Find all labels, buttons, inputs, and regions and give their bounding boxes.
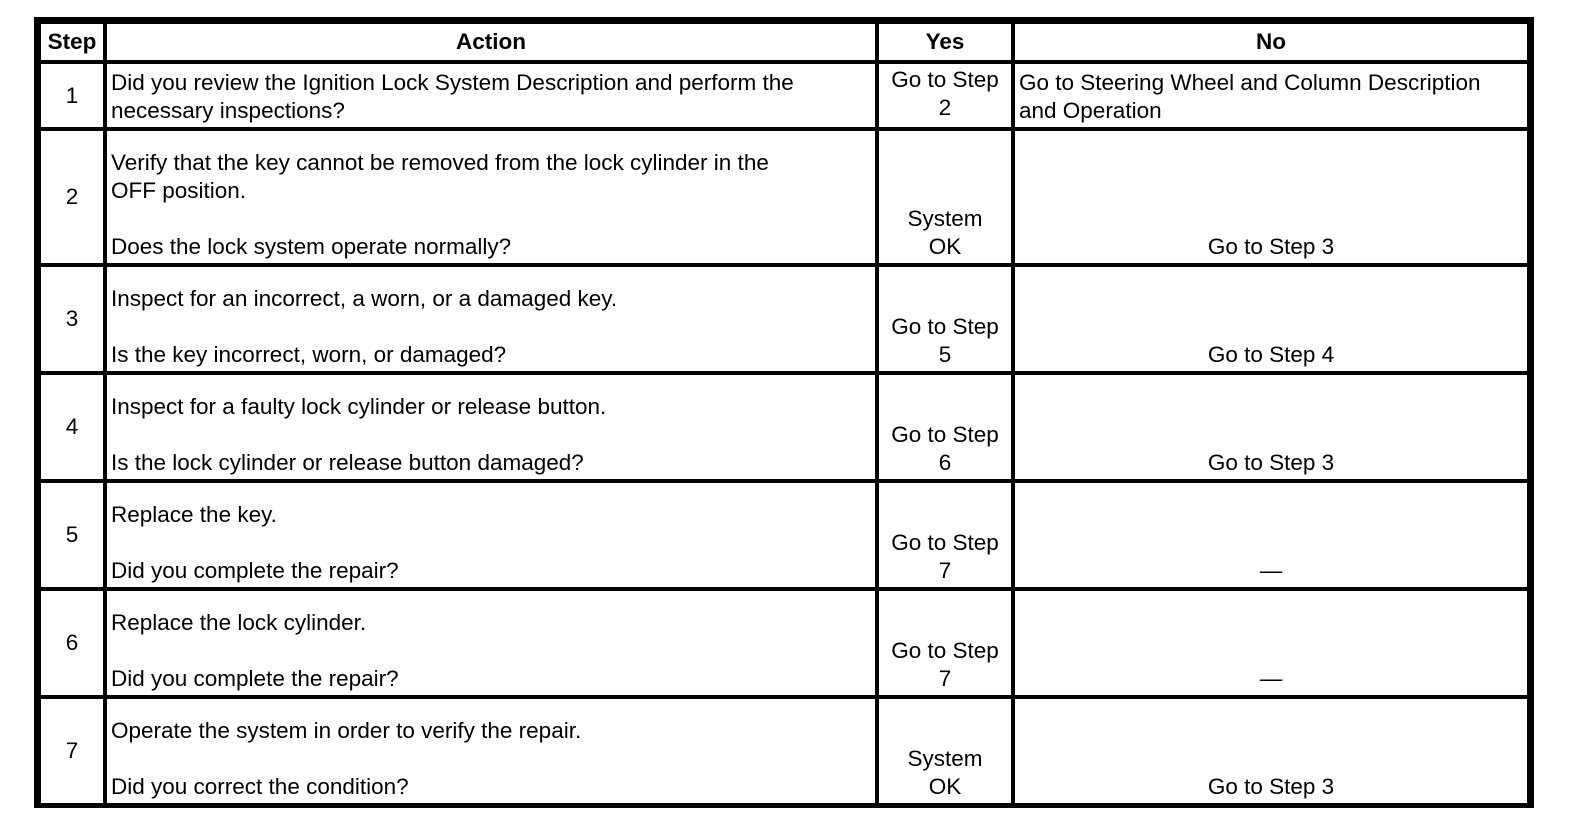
no-line: — <box>1259 558 1283 583</box>
yes-cell <box>879 483 1011 587</box>
yes-cell <box>879 131 1011 263</box>
no-cell <box>1015 483 1527 587</box>
diagnostic-table <box>37 20 1531 807</box>
table-row <box>41 483 1527 587</box>
action-question: Is the lock cylinder or release button damaged? <box>111 450 584 475</box>
header-step: Step <box>41 24 103 60</box>
yes-cell <box>879 699 1011 803</box>
action-line: Replace the key. <box>111 502 277 527</box>
table-row <box>41 375 1527 479</box>
action-line: Verify that the key cannot be removed from the lock cylinder in the <box>111 150 769 175</box>
yes-line: 6 <box>938 450 952 475</box>
yes-line: 7 <box>938 558 952 583</box>
action-line: necessary inspections? <box>111 98 345 123</box>
no-line: Go to Step 3 <box>1207 450 1335 475</box>
step-number: 2 <box>41 131 103 263</box>
yes-line: Go to Step <box>891 530 999 555</box>
action-cell <box>107 64 875 127</box>
action-question: Did you complete the repair? <box>111 558 399 583</box>
yes-line: 5 <box>938 342 952 367</box>
header-yes: Yes <box>879 24 1011 60</box>
action-line: Replace the lock cylinder. <box>111 610 367 635</box>
yes-line: System <box>907 206 983 231</box>
no-cell <box>1015 591 1527 695</box>
yes-line: OK <box>928 234 962 259</box>
no-line: — <box>1259 666 1283 691</box>
yes-line: System <box>907 746 983 771</box>
yes-line: 2 <box>938 95 952 120</box>
action-cell <box>107 267 875 371</box>
no-cell <box>1015 131 1527 263</box>
action-cell <box>107 591 875 695</box>
header-no: No <box>1015 24 1527 60</box>
action-question: Did you correct the condition? <box>111 774 409 799</box>
table-row <box>41 131 1527 263</box>
action-line: OFF position. <box>111 178 247 203</box>
yes-line: 7 <box>938 666 952 691</box>
yes-line: OK <box>928 774 962 799</box>
action-line: Inspect for an incorrect, a worn, or a damaged key. <box>111 286 618 311</box>
yes-cell <box>879 267 1011 371</box>
action-cell <box>107 483 875 587</box>
no-line: Go to Step 3 <box>1207 234 1335 259</box>
no-line: Go to Steering Wheel and Column Description <box>1019 70 1481 95</box>
step-number: 1 <box>41 64 103 127</box>
action-line: Operate the system in order to verify the repair. <box>111 718 582 743</box>
no-line: Go to Step 3 <box>1207 774 1335 799</box>
yes-cell <box>879 64 1011 127</box>
step-number: 6 <box>41 591 103 695</box>
yes-line: Go to Step <box>891 314 999 339</box>
action-cell <box>107 375 875 479</box>
no-cell <box>1015 375 1527 479</box>
no-line: Go to Step 4 <box>1207 342 1335 367</box>
action-question: Is the key incorrect, worn, or damaged? <box>111 342 507 367</box>
table-row <box>41 699 1527 803</box>
table-row <box>41 267 1527 371</box>
action-cell <box>107 131 875 263</box>
step-number: 7 <box>41 699 103 803</box>
action-cell <box>107 699 875 803</box>
step-number: 5 <box>41 483 103 587</box>
header-action: Action <box>107 24 875 60</box>
no-cell <box>1015 64 1527 127</box>
action-line: Inspect for a faulty lock cylinder or release button. <box>111 394 607 419</box>
step-number: 3 <box>41 267 103 371</box>
no-cell <box>1015 699 1527 803</box>
step-number: 4 <box>41 375 103 479</box>
table-row <box>41 64 1527 127</box>
yes-line: Go to Step <box>891 67 999 92</box>
yes-line: Go to Step <box>891 422 999 447</box>
action-line: Did you review the Ignition Lock System Description and perform the <box>111 70 794 95</box>
action-question: Does the lock system operate normally? <box>111 234 512 259</box>
yes-cell <box>879 591 1011 695</box>
no-cell <box>1015 267 1527 371</box>
diagnostic-table-frame <box>34 17 1534 808</box>
action-question: Did you complete the repair? <box>111 666 399 691</box>
table-row <box>41 591 1527 695</box>
no-line: and Operation <box>1019 98 1162 123</box>
header-row <box>41 24 1527 60</box>
yes-line: Go to Step <box>891 638 999 663</box>
yes-cell <box>879 375 1011 479</box>
